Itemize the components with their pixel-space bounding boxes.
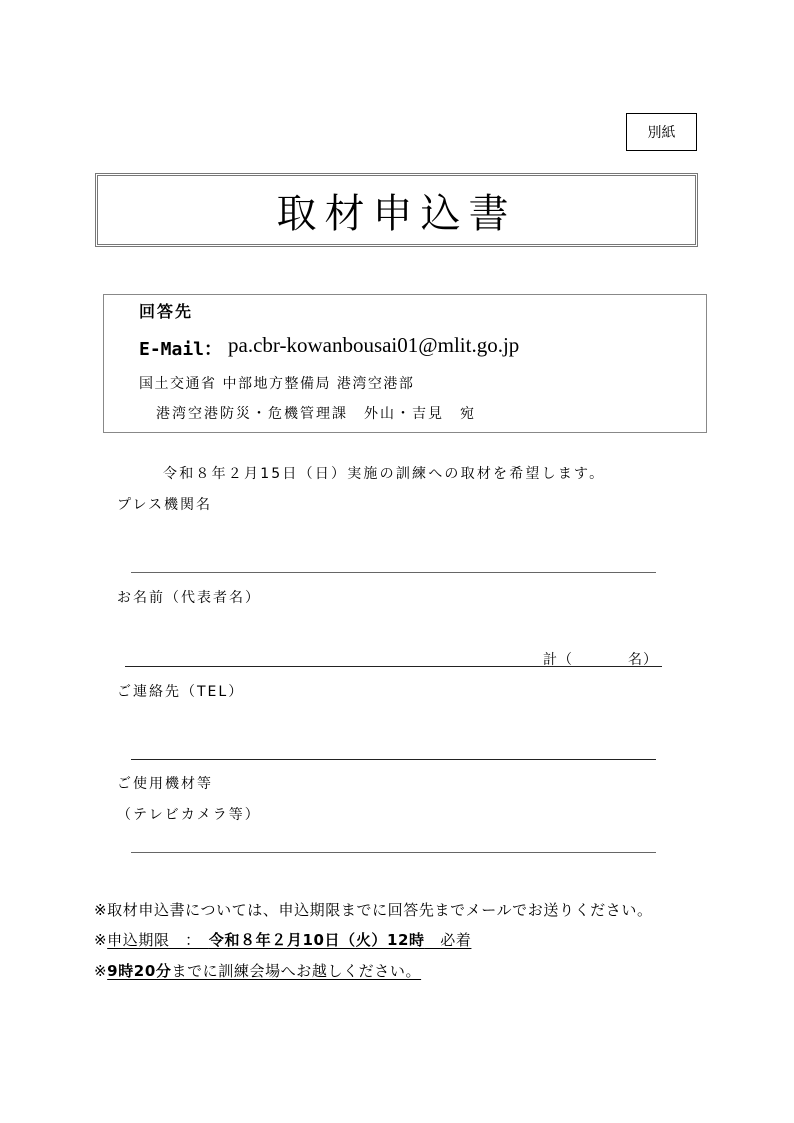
deadline-date: 令和８年２月10日（火）12時: [208, 931, 425, 949]
name-input-line[interactable]: [125, 666, 662, 667]
email-label: E-Mail：: [139, 339, 223, 360]
note-mark: ※: [94, 962, 108, 980]
arrival-time: 9時20分: [107, 962, 172, 980]
note-mark: ※: [94, 931, 108, 949]
department-line: 港湾空港防災・危機管理課 外山・吉見 宛: [156, 406, 476, 422]
arrival-note: [94, 960, 421, 981]
deadline-text: [107, 931, 471, 949]
name-label: お名前（代表者名）: [117, 590, 261, 606]
arrival-instruction: までに訓練会場へお越しください。: [171, 962, 422, 980]
title-box: [95, 173, 698, 247]
deadline-suffix: 必着: [424, 931, 472, 949]
press-org-label: プレス機関名: [117, 497, 213, 513]
deadline-note: [94, 929, 471, 950]
document-title: 取材申込書: [276, 190, 517, 237]
submission-note: ※取材申込書については、申込期限までに回答先までメールでお送りください。: [94, 901, 653, 919]
tel-label: ご連絡先（TEL）: [117, 684, 245, 700]
attachment-label: 別紙: [647, 125, 676, 141]
equipment-input-line[interactable]: [131, 852, 656, 853]
email-address: pa.cbr-kowanbousai01@mlit.go.jp: [228, 333, 520, 357]
equipment-label: ご使用機材等: [117, 776, 213, 792]
arrival-text: [107, 962, 421, 980]
press-org-input-line[interactable]: [131, 572, 656, 573]
organization-line: 国土交通省 中部地方整備局 港湾空港部: [139, 376, 415, 392]
deadline-label: 申込期限 ：: [107, 931, 209, 949]
contact-heading: 回答先: [139, 302, 194, 321]
count-prefix: 計（: [543, 652, 573, 668]
count-suffix: 名）: [628, 652, 658, 668]
equipment-sublabel: （テレビカメラ等）: [117, 807, 261, 823]
attachment-label-box: [626, 113, 697, 151]
tel-input-line[interactable]: [131, 759, 656, 760]
intro-text: 令和８年２月15日（日）実施の訓練への取材を希望します。: [163, 466, 606, 482]
